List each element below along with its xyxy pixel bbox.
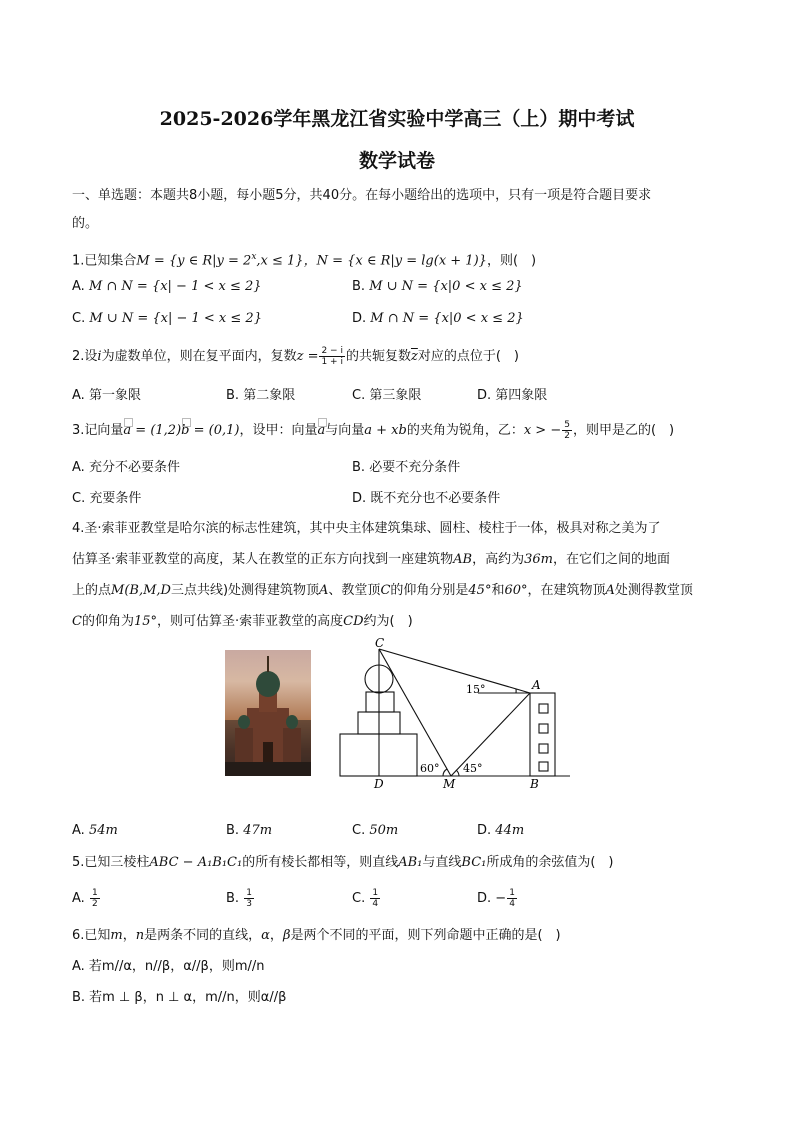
q4-stem-line3: 上的点M(B,M,D三点共线)处测得建筑物顶A、教堂顶C的仰角分别是45°和60°，在建筑物顶A处测得教堂顶 bbox=[72, 583, 693, 598]
q1-stem: 1.已知集合M = {y ∈ $R|y = 2^x,x \le 1$}，N = {x ∈ R|y = lg(x + 1)}，则( ) bbox=[72, 252, 537, 269]
label-d: D bbox=[374, 777, 384, 791]
q4-option-d: D. 44m bbox=[477, 823, 525, 838]
angle-45: 45° bbox=[463, 762, 483, 775]
q1-option-c: C. M ∪ N = {x| − 1 < x ≤ 2} bbox=[72, 311, 262, 326]
q3-stem: 3.记向量a = (1,2)b = (0,1)，设甲：向量a与向量a + xb的夹角为锐角，乙：x > − $\frac{5}{2}$ ，则甲是乙的( ) bbox=[72, 420, 675, 441]
label-b: B bbox=[530, 777, 539, 791]
q6-option-a: A. 若m//α，n//β，α//β，则m//n bbox=[72, 959, 265, 974]
q4-stem-line1: 4.圣·索菲亚教堂是哈尔滨的标志性建筑，其中央主体建筑集球、圆柱、棱柱于一体，极具对称之美为了 bbox=[72, 521, 661, 536]
q5-option-d: D. − $\frac{1}{4}$ bbox=[477, 888, 515, 909]
q5-option-c: C. $\frac{1}{4}$ bbox=[352, 888, 379, 909]
q6-stem: 6.已知m，n是两条不同的直线，α，β是两个不同的平面，则下列命题中正确的是( ) bbox=[72, 928, 561, 943]
q2-option-c: C. 第三象限 bbox=[352, 388, 422, 403]
section-intro-line2: 的。 bbox=[72, 216, 99, 231]
angle-60: 60° bbox=[420, 762, 440, 775]
q3-option-b: B. 必要不充分条件 bbox=[352, 460, 461, 475]
q4-option-a: A. 54m bbox=[72, 823, 118, 838]
exam-title: 2025-2026学年黑龙江省实验中学高三（上）期中考试 bbox=[159, 108, 635, 130]
q2-option-b: B. 第二象限 bbox=[226, 388, 296, 403]
q1-option-d: D. M ∩ N = {x|0 < x ≤ 2} bbox=[352, 311, 524, 326]
q4-option-b: B. 47m bbox=[226, 823, 273, 838]
exam-subtitle: 数学试卷 bbox=[358, 150, 435, 172]
q5-stem: 5.已知三棱柱ABC − A₁B₁C₁的所有棱长都相等，则直线AB₁与直线BC₁所成角的余弦值为( ) bbox=[72, 855, 614, 870]
section-intro-line1: 一、单选题：本题共8小题，每小题5分，共40分。在每小题给出的选项中，只有一项是符合题目要求 bbox=[72, 188, 652, 203]
q4-stem-line2: 估算圣·索菲亚教堂的高度，某人在教堂的正东方向找到一座建筑物AB，高约为36m，在它们之间的地面 bbox=[72, 552, 670, 567]
q2-stem: 2.设i为虚数单位，则在复平面内，复数z = $\frac{2 - i}{1 + i}$ 的共轭复数$\overline{z}$对应的点位于( ) bbox=[72, 346, 519, 367]
q2-option-a: A. 第一象限 bbox=[72, 388, 141, 403]
q6-option-b: B. 若m ⊥ β，n ⊥ α，m//n，则α//β bbox=[72, 990, 287, 1005]
angle-15: 15° bbox=[466, 683, 486, 696]
q5-option-a: A. $\frac{1}{2}$ bbox=[72, 888, 98, 909]
label-m: M bbox=[443, 777, 456, 791]
q4-option-c: C. 50m bbox=[352, 823, 399, 838]
cathedral-photo bbox=[225, 650, 311, 776]
q1-option-b: B. M ∪ N = {x|0 < x ≤ 2} bbox=[352, 279, 523, 294]
q3-option-d: D. 既不充分也不必要条件 bbox=[352, 491, 501, 506]
q3-option-c: C. 充要条件 bbox=[72, 491, 142, 506]
label-c: C bbox=[375, 636, 385, 650]
q4-stem-line4: C的仰角为15°，则可估算圣·索菲亚教堂的高度CD约为( ) bbox=[72, 614, 413, 629]
q1-option-a: A. M ∩ N = {x| − 1 < x ≤ 2} bbox=[72, 279, 262, 294]
q5-option-b: B. $\frac{1}{3}$ bbox=[226, 888, 252, 909]
q2-option-d: D. 第四象限 bbox=[477, 388, 548, 403]
cathedral-geometry-diagram bbox=[330, 636, 575, 796]
q3-option-a: A. 充分不必要条件 bbox=[72, 460, 180, 475]
label-a: A bbox=[532, 678, 541, 692]
